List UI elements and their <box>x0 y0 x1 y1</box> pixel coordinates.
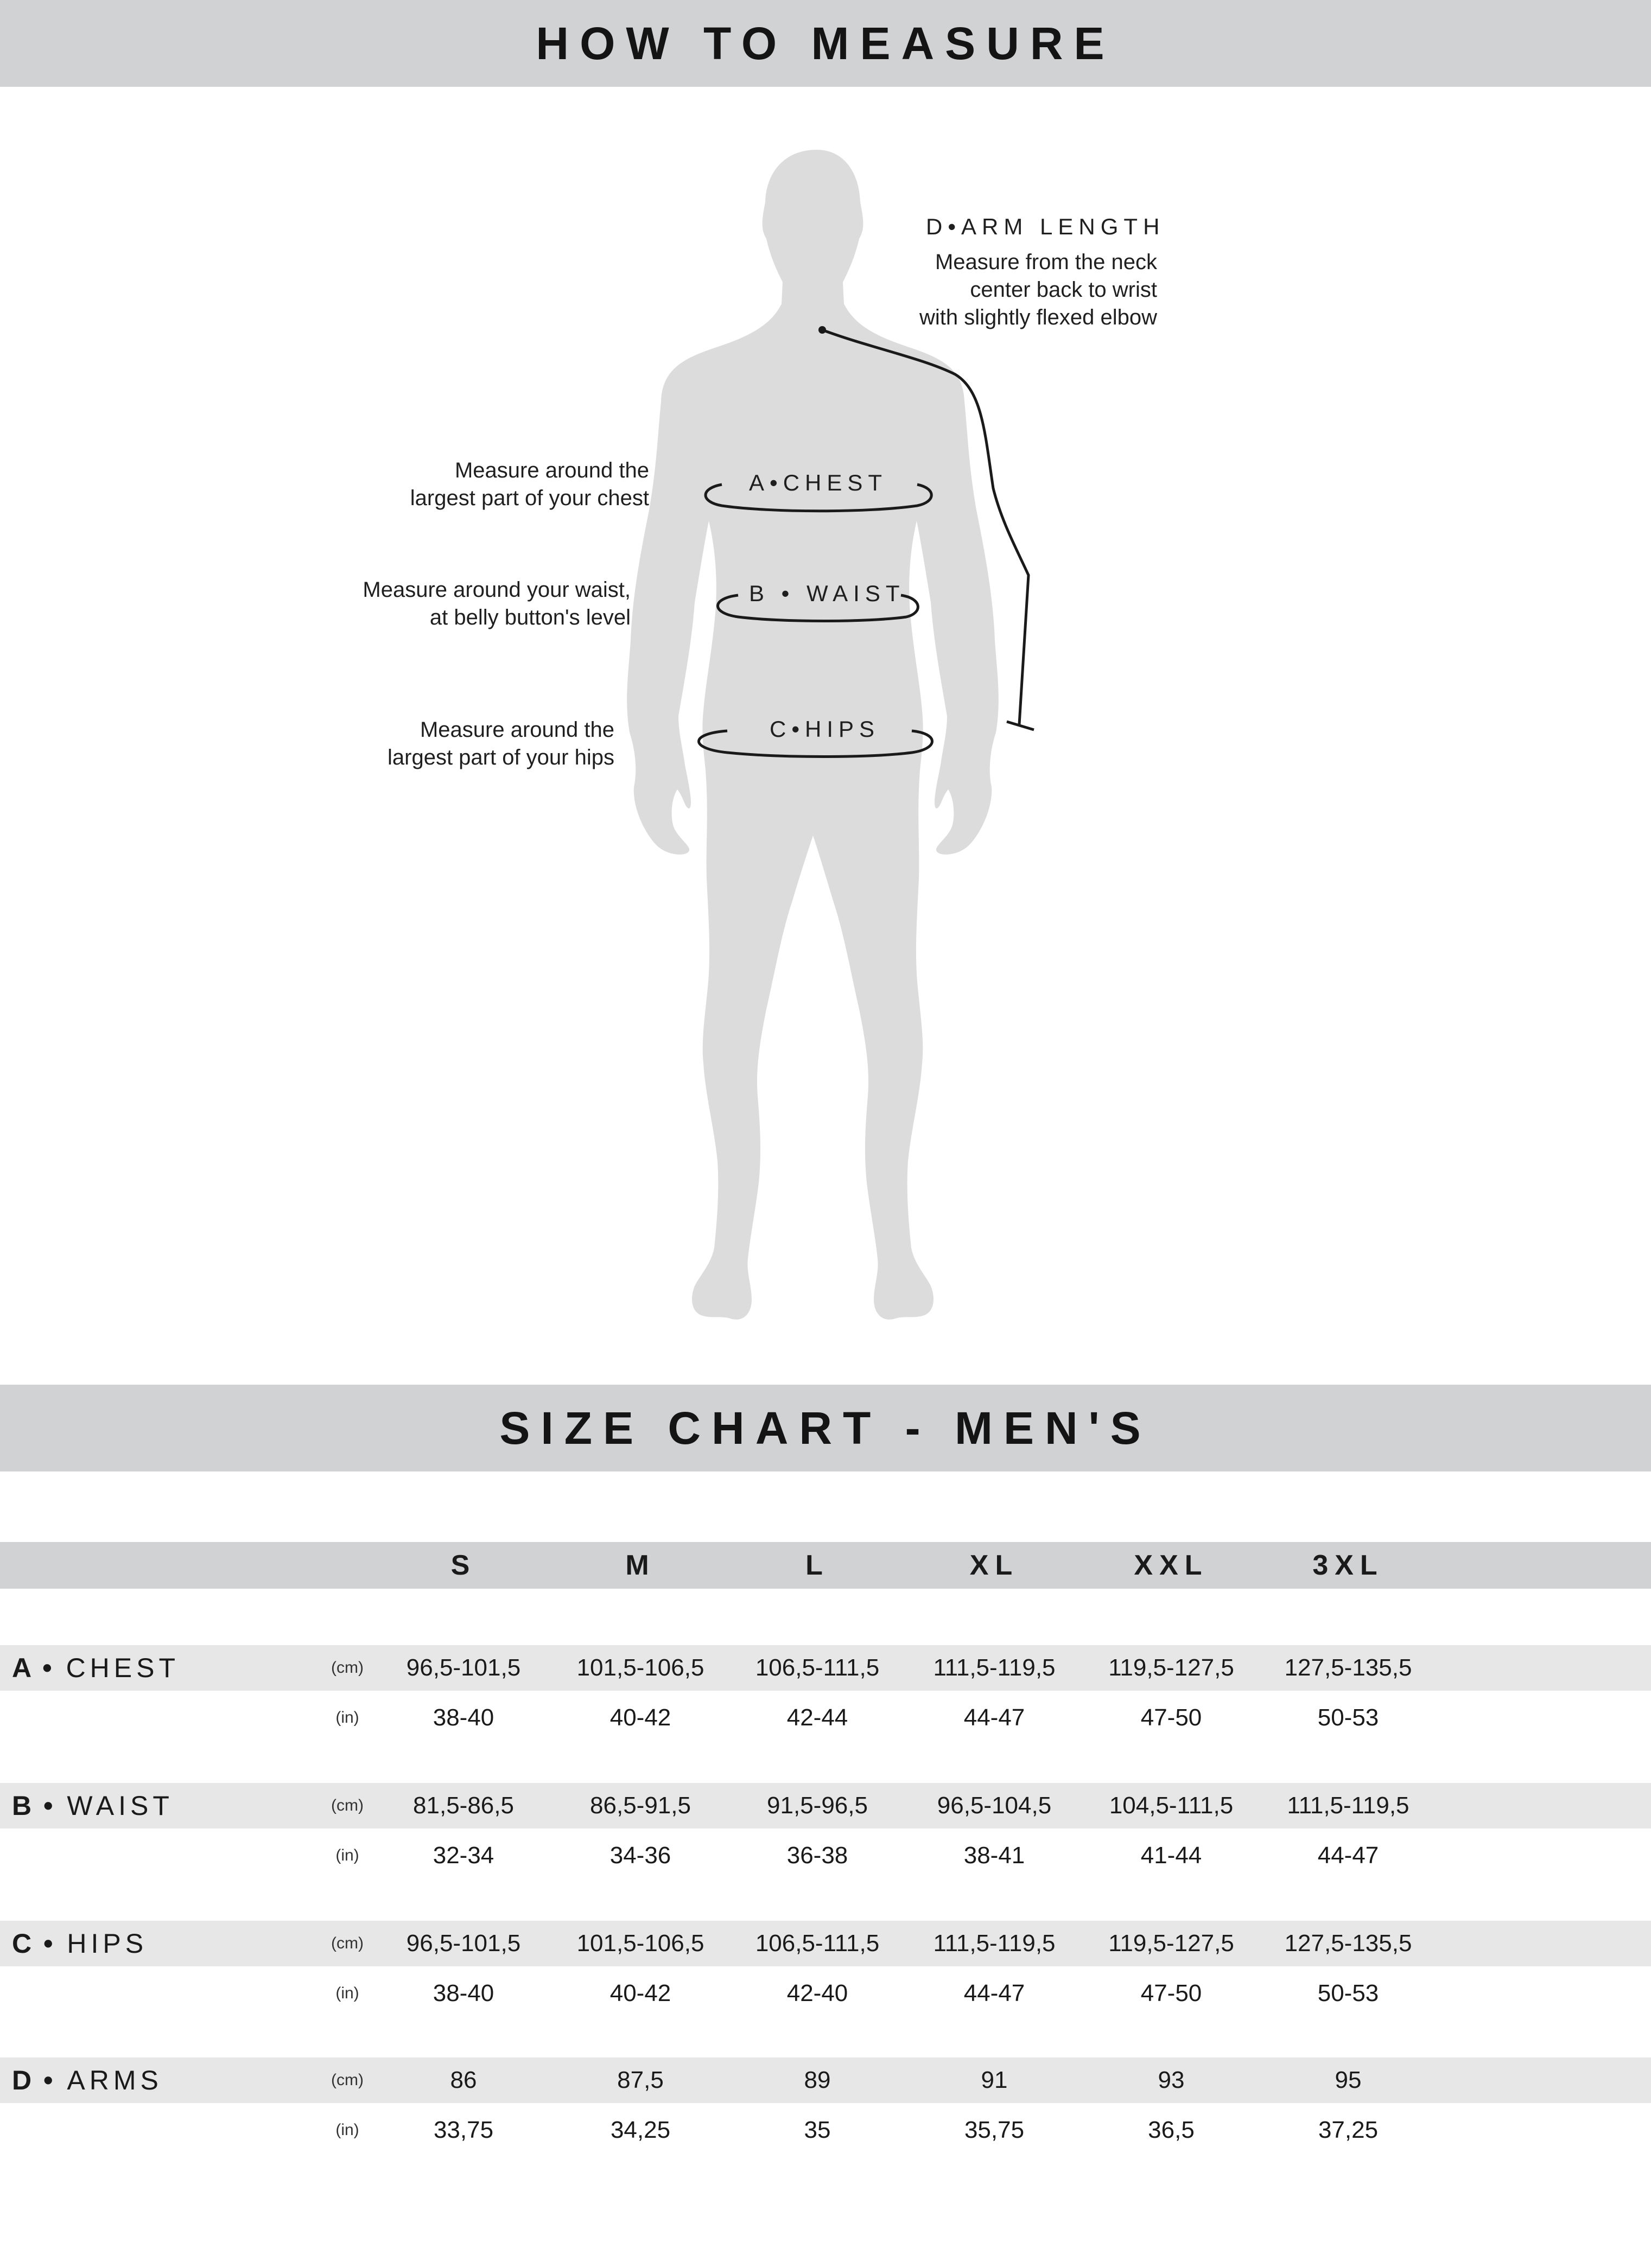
table-cell: 44-47 <box>963 1980 1025 2006</box>
table-cell: 38-40 <box>433 1704 494 1731</box>
table-cell: 96,5-101,5 <box>406 1930 521 1957</box>
unit-label-in: (in) <box>335 1984 359 2002</box>
table-cell: 111,5-119,5 <box>933 1930 1056 1957</box>
waist-label: B • WAIST <box>749 581 905 606</box>
table-cell: 106,5-111,5 <box>755 1654 880 1681</box>
table-cell: 32-34 <box>433 1842 494 1869</box>
table-cell: 42-40 <box>786 1980 848 2006</box>
size-header-m: M <box>625 1550 656 1581</box>
unit-label-cm: (cm) <box>331 1934 364 1952</box>
table-cell: 127,5-135,5 <box>1284 1654 1412 1681</box>
table-cell: 50-53 <box>1317 1980 1379 2006</box>
row-label-chest <box>12 1645 180 1691</box>
row-label-arms <box>12 2057 163 2103</box>
table-cell: 119,5-127,5 <box>1108 1654 1234 1681</box>
table-cell: 96,5-101,5 <box>406 1654 521 1681</box>
table-cell: 36-38 <box>786 1842 848 1869</box>
unit-label-in: (in) <box>335 1709 359 1727</box>
row-letter: A • <box>12 1653 54 1683</box>
hips-label: C•HIPS <box>770 716 880 742</box>
table-cell: 91,5-96,5 <box>767 1792 868 1819</box>
table-cell: 36,5 <box>1148 2117 1195 2143</box>
table-cell: 119,5-127,5 <box>1108 1930 1234 1957</box>
table-cell: 40-42 <box>609 1704 671 1731</box>
arm-length-note: Measure from the neck center back to wrist with slightly flexed elbow <box>919 250 1157 329</box>
how-to-measure-title: HOW TO MEASURE <box>536 17 1115 69</box>
waist-note: Measure around your waist, at belly button's level <box>363 578 631 629</box>
table-cell: 106,5-111,5 <box>755 1930 880 1957</box>
row-name: CHEST <box>66 1653 180 1683</box>
table-cell: 44-47 <box>963 1704 1025 1731</box>
row-letter: B • <box>12 1791 55 1821</box>
table-cell: 33,75 <box>433 2117 494 2143</box>
row-label-hips <box>12 1921 148 1966</box>
unit-label-cm: (cm) <box>331 1659 364 1677</box>
table-cell: 42-44 <box>786 1704 848 1731</box>
row-name: WAIST <box>67 1791 174 1821</box>
chest-label: A•CHEST <box>749 470 888 495</box>
table-cell: 86 <box>450 2067 477 2093</box>
row-letter: D • <box>12 2065 55 2095</box>
size-chart-title: SIZE CHART - MEN'S <box>499 1402 1152 1454</box>
table-cell: 127,5-135,5 <box>1284 1930 1412 1957</box>
table-cell: 93 <box>1158 2067 1185 2093</box>
table-cell: 86,5-91,5 <box>590 1792 691 1819</box>
table-cell: 111,5-119,5 <box>933 1654 1056 1681</box>
table-cell: 38-40 <box>433 1980 494 2006</box>
table-cell: 95 <box>1335 2067 1362 2093</box>
table-cell: 34-36 <box>609 1842 671 1869</box>
hips-note: Measure around the largest part of your hips <box>388 718 614 769</box>
table-cell: 35 <box>804 2117 831 2143</box>
size-header-xxl: XXL <box>1134 1550 1209 1581</box>
table-cell: 91 <box>981 2067 1008 2093</box>
table-cell: 41-44 <box>1140 1842 1202 1869</box>
table-cell: 34,25 <box>610 2117 671 2143</box>
table-cell: 40-42 <box>609 1980 671 2006</box>
size-header-l: L <box>805 1550 829 1581</box>
how-to-measure-banner <box>0 0 1651 87</box>
row-name: ARMS <box>67 2065 163 2095</box>
unit-label-in: (in) <box>335 2121 359 2139</box>
unit-label-cm: (cm) <box>331 2071 364 2089</box>
size-chart-banner <box>0 1385 1651 1471</box>
arm-length-label: D•ARM LENGTH <box>926 214 1165 239</box>
table-cell: 44-47 <box>1317 1842 1379 1869</box>
table-cell: 47-50 <box>1140 1980 1202 2006</box>
table-cell: 38-41 <box>963 1842 1025 1869</box>
chest-note: Measure around the largest part of your chest <box>410 458 649 510</box>
size-header-3xl: 3XL <box>1312 1550 1384 1581</box>
table-cell: 37,25 <box>1318 2117 1379 2143</box>
row-letter: C • <box>12 1928 55 1959</box>
table-cell: 89 <box>804 2067 831 2093</box>
row-label-waist <box>12 1783 174 1829</box>
table-cell: 50-53 <box>1317 1704 1379 1731</box>
size-header-s: S <box>450 1550 477 1581</box>
table-cell: 101,5-106,5 <box>576 1930 704 1957</box>
table-cell: 87,5 <box>617 2067 664 2093</box>
table-cell: 104,5-111,5 <box>1109 1792 1234 1819</box>
size-header-xl: XL <box>969 1550 1019 1581</box>
table-cell: 81,5-86,5 <box>413 1792 514 1819</box>
table-cell: 47-50 <box>1140 1704 1202 1731</box>
row-name: HIPS <box>67 1928 148 1959</box>
table-cell: 35,75 <box>964 2117 1025 2143</box>
table-cell: 96,5-104,5 <box>937 1792 1052 1819</box>
unit-label-cm: (cm) <box>331 1796 364 1814</box>
table-cell: 101,5-106,5 <box>576 1654 704 1681</box>
table-cell: 111,5-119,5 <box>1287 1792 1409 1819</box>
unit-label-in: (in) <box>335 1846 359 1864</box>
